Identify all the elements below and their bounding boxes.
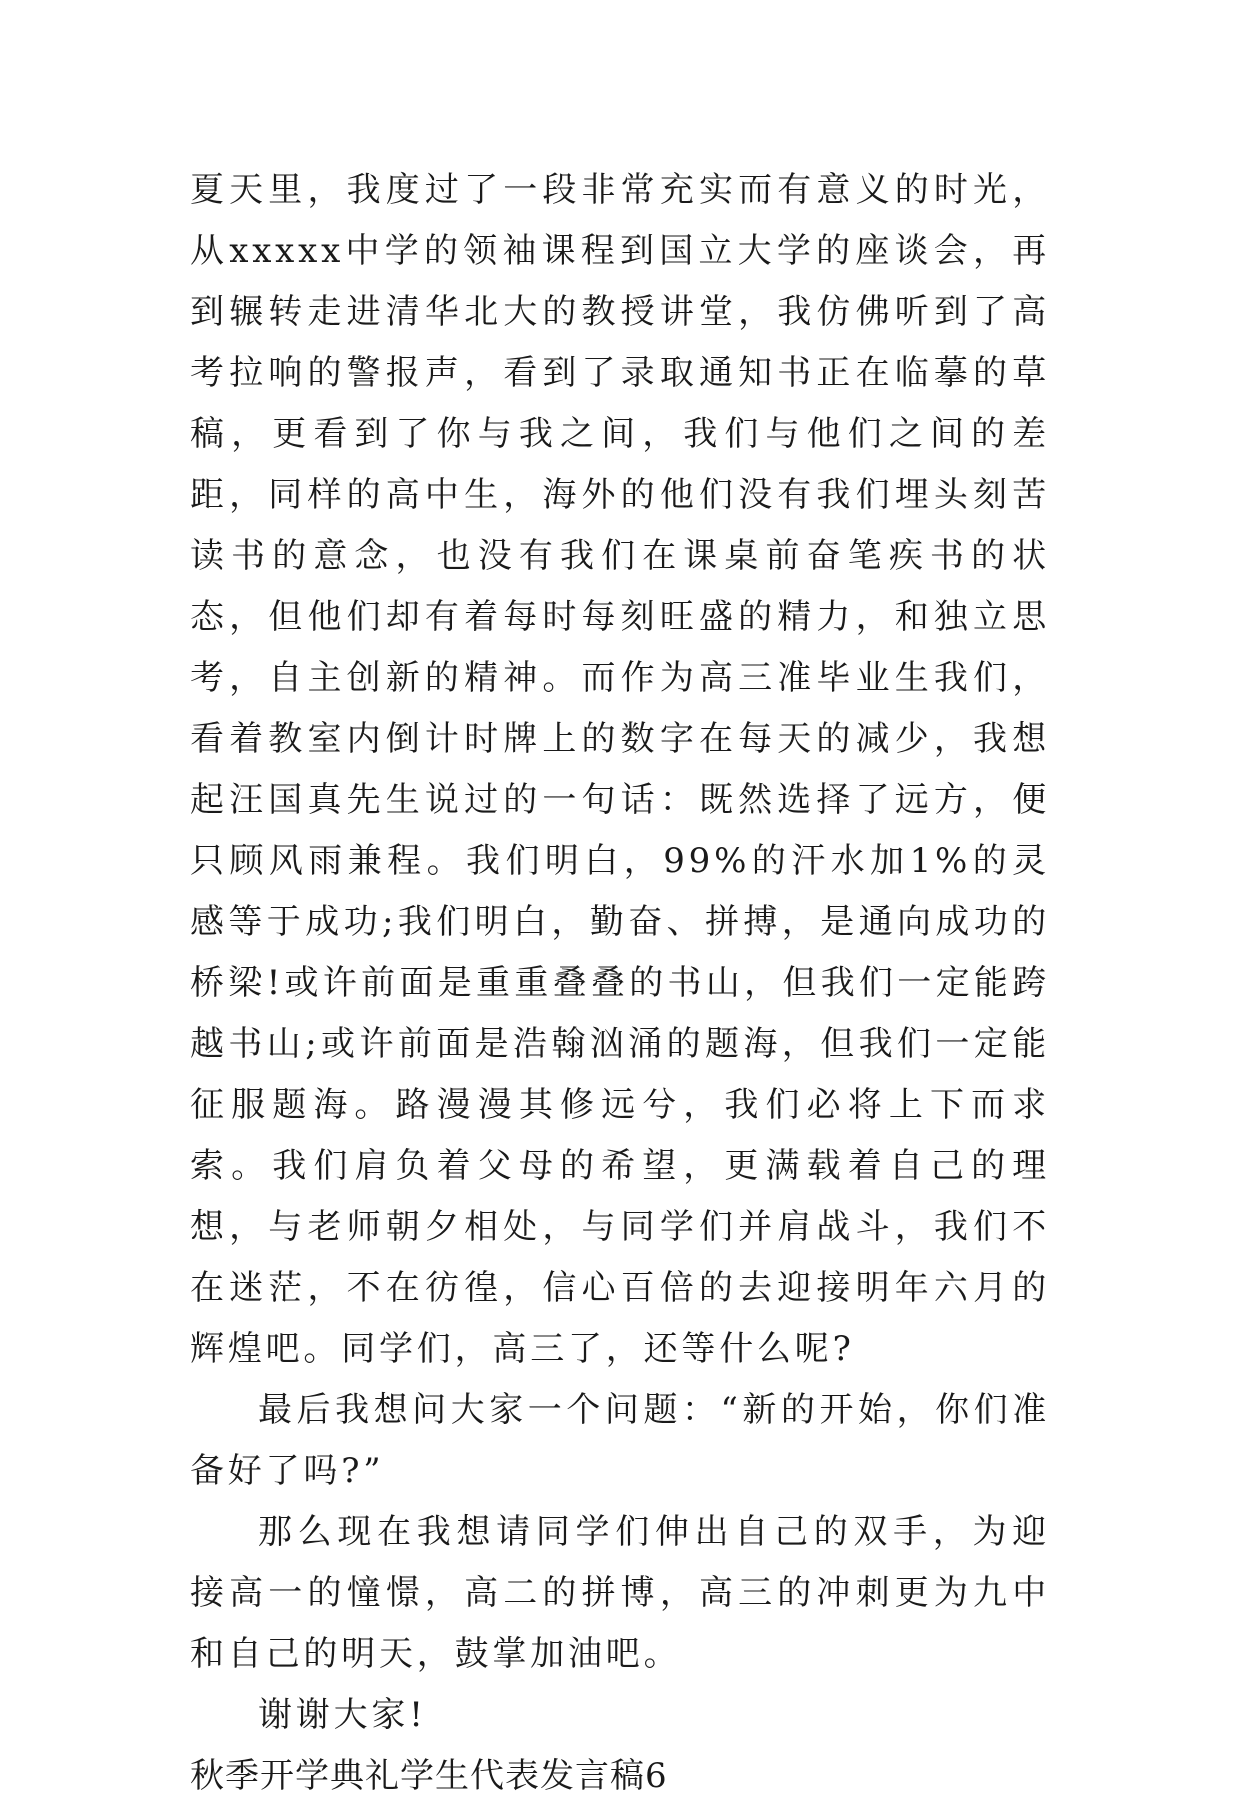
body-paragraph: 最后我想问大家一个问题：“新的开始，你们准备好了吗?” [190,1390,1050,1491]
document-body [190,160,1050,1807]
closing-paragraph: 谢谢大家! [258,1695,427,1735]
body-paragraph: 夏天里，我度过了一段非常充实而有意义的时光，从xxxxx中学的领袖课程到国立大学的座谈会，再到辗转走进清华北大的教授讲堂，我仿佛听到了高考拉响的警报声，看到了录取通知书正在临摹的草稿，更看到了你与我之间，我们与他们之间的差距，同样的高中生，海外的他们没有我们埋头刻苦读书的意念，也没有我们在课桌前奋笔疾书的状态，但他们却有着每时每刻旺盛的精力，和独立思考，自主创新的精神。而作为高三准毕业生我们，看着教室内倒计时牌上的数字在每天的减少，我想起汪国真先生说过的一句话：既然选择了远方，便只顾风雨兼程。我们明白，99%的汗水加1%的灵感等于成功;我们明白，勤奋、拼搏，是通向成功的桥梁!或许前面是重重叠叠的书山，但我们一定能跨越书山;或许前面是浩翰汹涌的题海，但我们一定能征服题海。路漫漫其修远兮，我们必将上下而求索。我们肩负着父母的希望，更满载着自己的理想，与老师朝夕相处，与同学们并肩战斗，我们不在迷茫，不在彷徨，信心百倍的去迎接明年六月的辉煌吧。同学们，高三了，还等什么呢? [190,170,1050,1369]
section-title: 秋季开学典礼学生代表发言稿6 [190,1756,668,1796]
body-paragraph: 那么现在我想请同学们伸出自己的双手，为迎接高一的憧憬，高二的拼博，高三的冲刺更为九中和自己的明天，鼓掌加油吧。 [190,1512,1050,1674]
